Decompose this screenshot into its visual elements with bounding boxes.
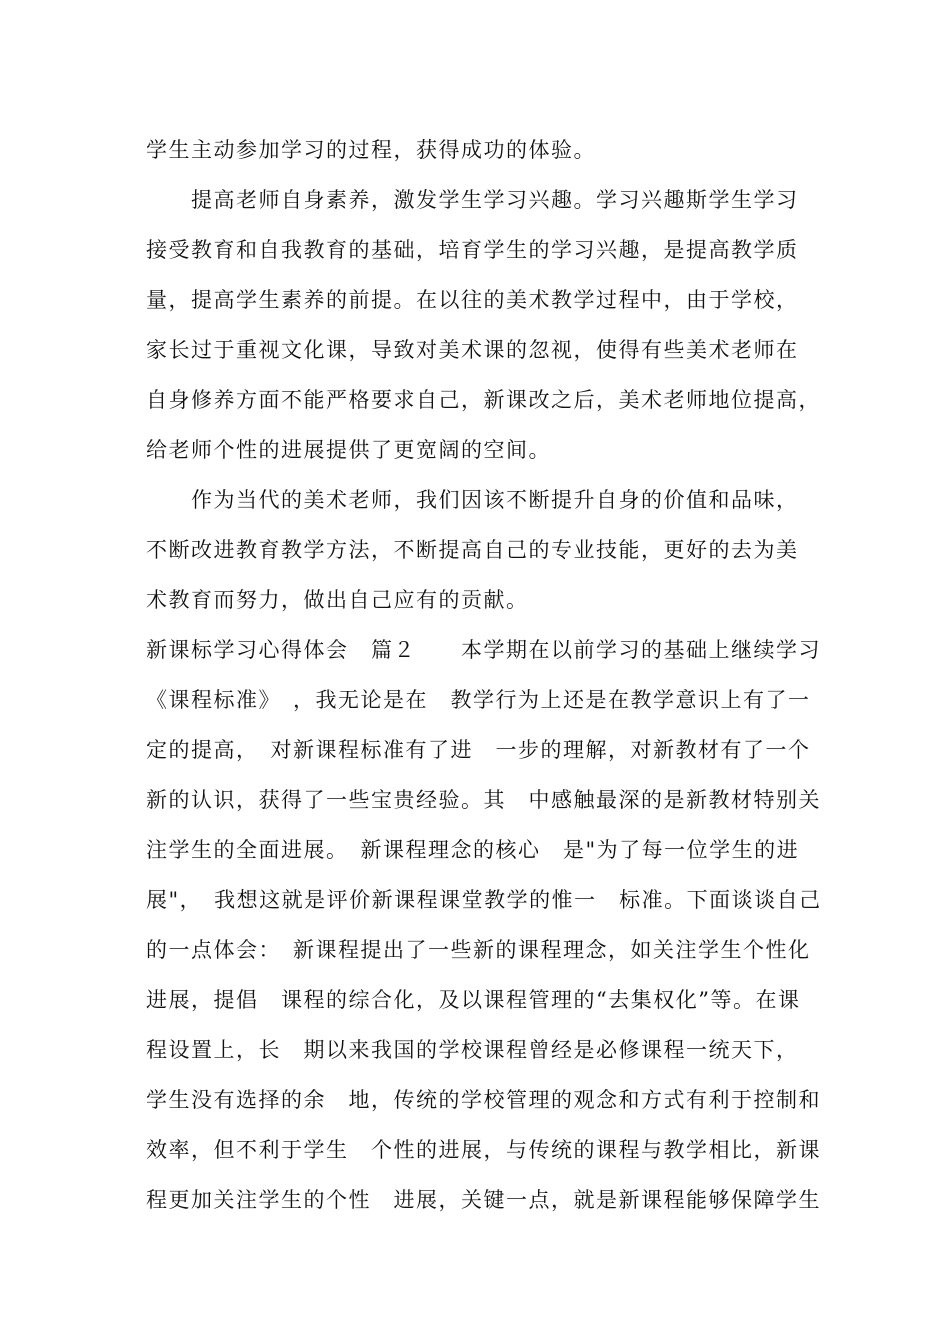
text-line-21: 效率，但不利于学生 个性的进展，与传统的课程与教学相比，新课 (146, 1138, 821, 1162)
text-line-17: 的一点体会： 新课程提出了一些新的课程理念，如关注学生个性化 (146, 938, 811, 962)
text-line-9: 不断改进教育教学方法，不断提高自己的专业技能，更好的去为美 (146, 538, 799, 562)
text-line-14: 新的认识，获得了一些宝贵经验。其 中感触最深的是新教材特别关 (146, 788, 821, 812)
text-line-18: 进展，提倡 课程的综合化，及以课程管理的“去集权化”等。在课 (146, 988, 801, 1012)
text-line-8: 作为当代的美术老师，我们因该不断提升自身的价值和品味， (146, 488, 799, 512)
text-line-19: 程设置上，长 期以来我国的学校课程曾经是必修课程一统天下， (146, 1038, 799, 1062)
text-line-13: 定的提高， 对新课程标准有了进 一步的理解，对新教材有了一个 (146, 738, 811, 762)
text-line-1: 学生主动参加学习的过程，获得成功的体验。 (146, 138, 596, 162)
text-line-4: 量，提高学生素养的前提。在以往的美术教学过程中，由于学校， (146, 288, 799, 312)
text-line-6: 自身修养方面不能严格要求自己，新课改之后，美术老师地位提高， (146, 388, 821, 412)
text-line-10: 术教育而努力，做出自己应有的贡献。 (146, 588, 529, 612)
text-line-15: 注学生的全面进展。 新课程理念的核心 是"为了每一位学生的进 (146, 838, 800, 862)
text-line-22: 程更加关注学生的个性 进展，关键一点，就是新课程能够保障学生 (146, 1188, 821, 1212)
text-line-2: 提高老师自身素养，激发学生学习兴趣。学习兴趣斯学生学习 (146, 188, 799, 212)
text-line-16: 展"， 我想这就是评价新课程课堂教学的惟一 标准。下面谈谈自己 (146, 888, 822, 912)
text-line-20: 学生没有选择的余 地，传统的学校管理的观念和方式有利于控制和 (146, 1088, 821, 1112)
text-line-3: 接受教育和自我教育的基础，培育学生的学习兴趣，是提高教学质 (146, 238, 799, 262)
text-line-5: 家长过于重视文化课，导致对美术课的忽视，使得有些美术老师在 (146, 338, 799, 362)
text-line-7: 给老师个性的进展提供了更宽阔的空间。 (146, 438, 551, 462)
text-line-12: 《课程标准》 ，我无论是在 教学行为上还是在教学意识上有了一 (146, 688, 811, 712)
text-line-11: 新课标学习心得体会 篇２ 本学期在以前学习的基础上继续学习 (146, 638, 821, 662)
